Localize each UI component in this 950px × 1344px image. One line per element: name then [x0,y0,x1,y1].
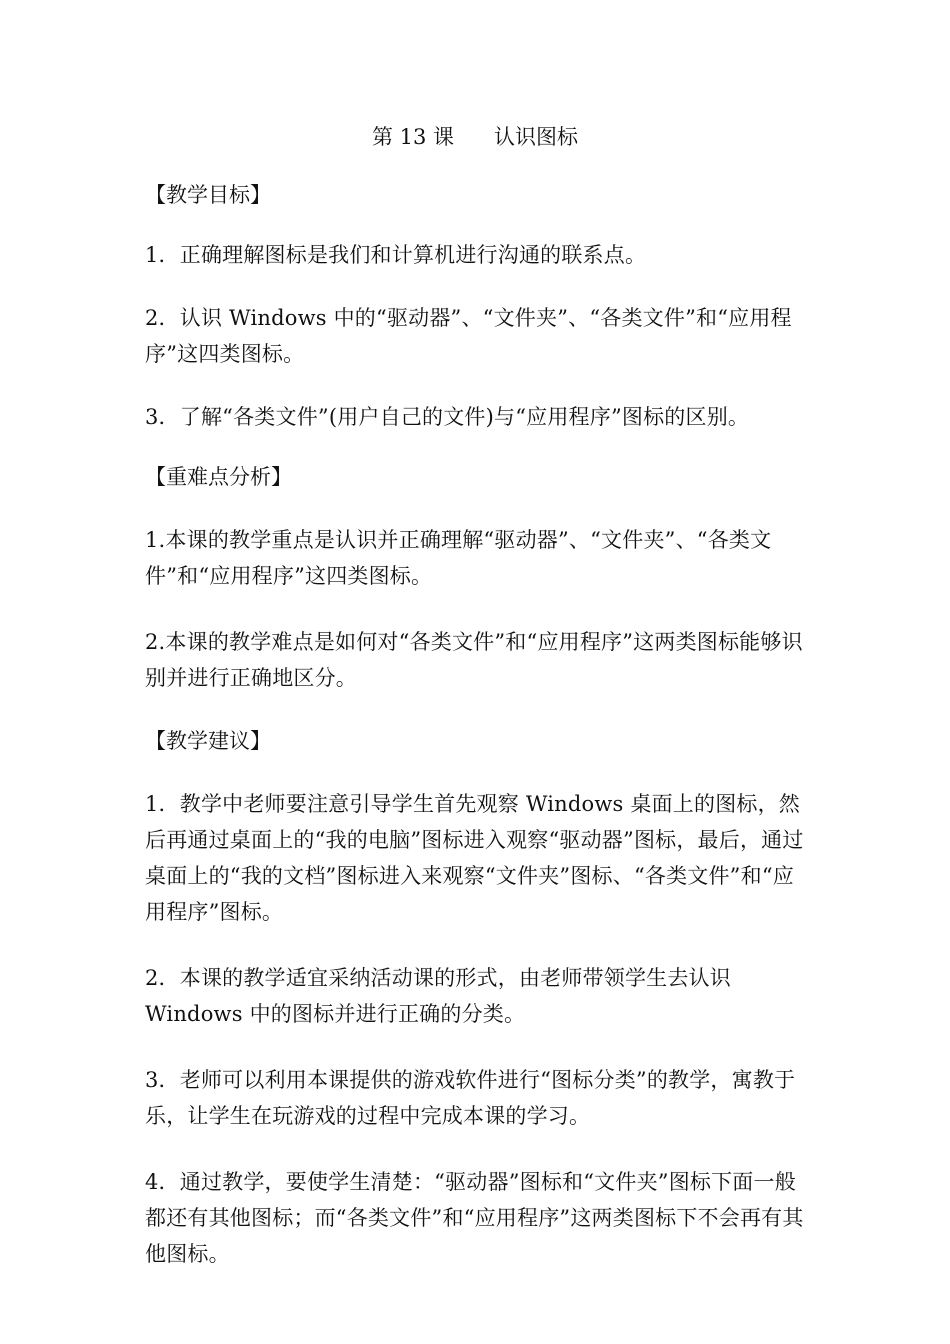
section-key-difficulties [145,462,805,696]
page-title: 第 13 课 认识图标 [371,125,579,149]
section-heading: 【教学建议】 [145,729,271,753]
paragraph: 2．认识 Windows 中的“驱动器”、“文件夹”、“各类文件”和“应用程序”这四类图标。 [145,306,792,366]
section-teaching-suggestions [145,726,805,1272]
paragraph: 4．通过教学，要使学生清楚：“驱动器”图标和“文件夹”图标下面一般都还有其他图标；而“各类文件”和“应用程序”这两类图标下不会再有其他图标。 [145,1170,804,1266]
document-body [145,180,805,1302]
paragraph: 1.本课的教学重点是认识并正确理解“驱动器”、“文件夹”、“各类文件”和“应用程序”这四类图标。 [145,528,772,588]
section-heading: 【教学目标】 [145,183,271,207]
section-teaching-goals [145,180,805,432]
paragraph: 2.本课的教学难点是如何对“各类文件”和“应用程序”这两类图标能够识别并进行正确地区分。 [145,630,803,690]
paragraph: 3．了解“各类文件”(用户自己的文件)与“应用程序”图标的区别。 [145,405,750,429]
paragraph: 2．本课的教学适宜采纳活动课的形式，由老师带领学生去认识 Windows 中的图标并进行正确的分类。 [145,966,731,1026]
paragraph: 1．教学中老师要注意引导学生首先观察 Windows 桌面上的图标，然后再通过桌面上的“我的电脑”图标进入观察“驱动器”图标，最后，通过桌面上的“我的文档”图标进入来观察“文件夹”图标、“各类文件”和“应用程序”图标。 [145,792,804,924]
paragraph: 1．正确理解图标是我们和计算机进行沟通的联系点。 [145,243,647,267]
section-heading: 【重难点分析】 [145,465,292,489]
paragraph: 3．老师可以利用本课提供的游戏软件进行“图标分类”的教学，寓教于乐，让学生在玩游戏的过程中完成本课的学习。 [145,1068,796,1128]
